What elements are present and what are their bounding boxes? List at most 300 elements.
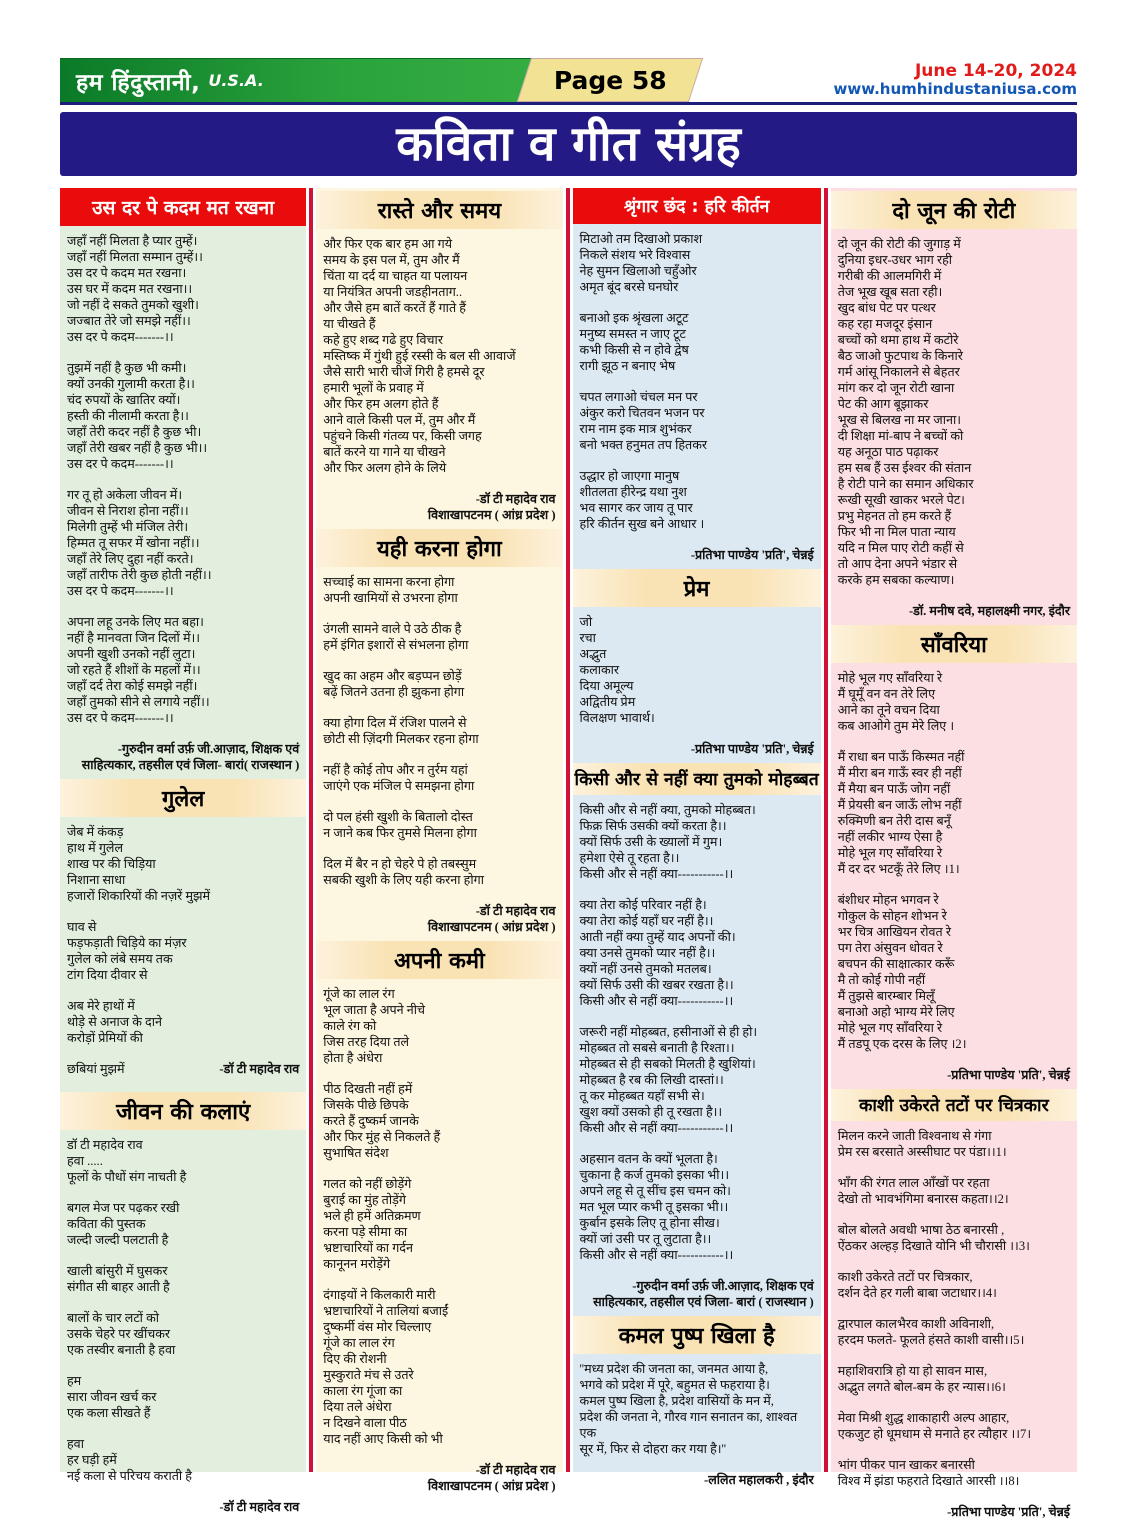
- poem-line: गूंजे का लाल रंग: [323, 1336, 395, 1350]
- author-credit: [838, 1067, 1070, 1083]
- stanza: [580, 802, 814, 882]
- poem-line: प्रेम रस बरसाते अस्सीघाट पर पंडा।।1।: [837, 1145, 1007, 1159]
- stanza: [67, 824, 299, 904]
- stanza: [323, 1081, 555, 1161]
- author-line: साहित्यकार, तहसील एवं जिला- बारां ( राजस्थान ): [593, 1295, 814, 1309]
- author-line: -गुरुदीन वर्मा उर्फ़ जी.आज़ाद, शिक्षक एवं: [632, 1279, 814, 1293]
- issue-date: June 14-20, 2024: [914, 60, 1077, 81]
- stanza: [580, 1361, 814, 1457]
- split-line: [67, 1061, 299, 1077]
- stanza: [323, 574, 555, 606]
- stanza: [580, 1151, 814, 1263]
- poem-line: भाँग की रंगत लाल आँखों पर रहता: [837, 1176, 990, 1190]
- page-number-label: Page 58: [553, 65, 667, 95]
- poem-line: आने का तूने वचन दिया: [837, 703, 940, 717]
- poem-line: मोहे भूल गए साँवरिया रे: [837, 846, 943, 860]
- author-credit: [580, 547, 814, 563]
- poem-line: मैं राधा बन पाऊँ किस्मत नहीं: [837, 750, 965, 764]
- poem-line: भगवे को प्रदेश में पूरे, बहुमत से फहराया है।: [579, 1378, 770, 1392]
- poem-line: कभी किसी से न होवे द्वेष: [579, 343, 689, 357]
- poem-line: गोकुल के सोहन शोभन रे: [837, 909, 947, 923]
- poem-line: जहाँ तारीफ तेरी कुछ होती नहीं।।: [67, 568, 212, 582]
- poem-line: कलाकार: [579, 663, 620, 677]
- poem-line: घाव से: [67, 920, 97, 934]
- poem-line: भव सागर कर जाय तू पार: [579, 501, 693, 515]
- poem-line: जहाँ तेरी खबर नहीं है कुछ भी।।: [67, 441, 208, 455]
- poem-line: हिम्मत तू सफर में खोना नहीं।।: [67, 536, 200, 550]
- poem-line: किसी और से नहीं क्या-----------।।: [579, 1121, 734, 1135]
- poem-line: या चीखते हैं: [323, 317, 376, 331]
- poem-line: दिए की रोशनी: [323, 1352, 387, 1366]
- poem-line: करोड़ों प्रेमियों की: [67, 1031, 143, 1045]
- stanza: [67, 1200, 299, 1248]
- poem-line: और फिर हम अलग होते हैं: [323, 397, 439, 411]
- poem-heading: यही करना होगा: [316, 529, 562, 567]
- poem-line: पीठ दिखती नहीं हमें: [323, 1082, 413, 1096]
- poem-line: मिटाओ तम दिखाओ प्रकाश: [579, 232, 703, 246]
- poem-line: बच्चों को थमा हाथ में कटोरे: [837, 333, 959, 347]
- poem-line: मैं तुझसे बारम्बार मिलूँ: [837, 989, 935, 1003]
- author-line: -प्रतिभा पाण्डेय 'प्रति', चेन्नई: [690, 548, 814, 562]
- poem-line: हमेशा ऐसे तू रहता है।।: [579, 851, 680, 865]
- stanza: [323, 715, 555, 747]
- poem-line: भले ही हमें अतिक्रमण: [323, 1209, 421, 1223]
- poem-line: नहीं लकीर भाग्य ऐसा है: [837, 830, 943, 844]
- poem-line: मोहे भूल गए साँवरिया रे: [837, 671, 943, 685]
- stanza: [323, 621, 555, 653]
- poem-line: उस दर पे कदम-------।।: [67, 330, 174, 344]
- stanza: [323, 856, 555, 888]
- poem-line: मनुष्य समस्त न जाए टूट: [579, 327, 686, 341]
- stanza: [67, 233, 299, 345]
- poem-line: बनाओ अहो भाग्य मेरे लिए: [837, 1005, 955, 1019]
- author-line: -डॉ टी महादेव राव: [475, 1463, 556, 1477]
- poem-line: भूख से बिलख ना मर जाना।: [837, 413, 962, 427]
- author-line: विशाखापटनम ( आंध्र प्रदेश ): [427, 1479, 556, 1493]
- author-credit: [838, 1504, 1070, 1520]
- poem-line: अद्वितीय प्रेम: [579, 695, 636, 709]
- poem-line: फिक्र सिर्फ उसकी क्यों करता है।।: [579, 819, 727, 833]
- stanza: [580, 468, 814, 532]
- poem-line: जीवन से निराश होना नहीं।।: [67, 504, 189, 518]
- poem-line: तो आप देना अपने भंडार से: [837, 557, 958, 571]
- poem-line: बोल बोलते अवधी भाषा ठेठ बनारसी ,: [837, 1223, 1005, 1237]
- author-line: -डॉ टी महादेव राव: [475, 904, 556, 918]
- poem-line: तू कर मोहब्बत यहाँ सभी से।: [579, 1089, 705, 1103]
- stanza: [838, 1363, 1070, 1395]
- author-line: -डॉ टी महादेव राव: [219, 1500, 300, 1514]
- poem-line: मैं मीरा बन गाऊँ स्वर ही नहीं: [837, 766, 962, 780]
- poem-line: हरि कीर्तन सुख बने आधार ।: [579, 517, 705, 531]
- column-separator: [824, 188, 828, 1472]
- poem-line: गुलेल को लंबे समय तक: [67, 952, 173, 966]
- poem-line: और फिर मुंह से निकलते हैं: [323, 1130, 441, 1144]
- column-2: [316, 188, 562, 1493]
- poem-line: ''मध्य प्रदेश की जनता का, जनमत आया है,: [579, 1362, 769, 1376]
- column-separator: [566, 188, 570, 1472]
- author-line: -डॉ. मनीष दवे, महालक्ष्मी नगर, इंदौर: [908, 604, 1070, 618]
- stanza: [838, 1222, 1070, 1254]
- poem-heading: प्रेम: [573, 569, 821, 607]
- stanza: [323, 809, 555, 841]
- stanza: [67, 614, 299, 726]
- poem-line: बगल मेज पर पढ़कर रखी: [67, 1201, 180, 1215]
- poem-line: मिलेगी तुम्हें भी मंजिल तेरी।: [67, 520, 189, 534]
- poem-line: क्यों सिर्फ उसी के ख्यालों में गुम।: [579, 835, 723, 849]
- stanza: [67, 360, 299, 472]
- stanza: [323, 986, 555, 1066]
- poem-line: उस दर पे कदम-------।।: [67, 711, 174, 725]
- poem-line: गूंजे का लाल रंग: [323, 987, 395, 1001]
- poem-line: जो रहते हैं शीशों के महलों में।।: [67, 663, 201, 677]
- poem-line: किसी और से नहीं क्या-----------।।: [579, 1248, 734, 1262]
- stanza: [323, 236, 555, 476]
- author-line: -डॉ टी महादेव राव: [475, 492, 556, 506]
- poem-line: तेज भूख खूब सता रही।: [837, 285, 943, 299]
- poem-line: बालों के चार लटों को: [67, 1311, 160, 1325]
- poem-line: खुश क्यों उसको ही तू रखता है।।: [579, 1105, 723, 1119]
- poem-line: न जाने कब फिर तुमसे मिलना होगा: [323, 826, 477, 840]
- poem-line: पहुंचने किसी गंतव्य पर, किसी जगह: [323, 429, 482, 443]
- poem-line: छोटी सी ज़िंदगी मिलकर रहना होगा: [323, 732, 479, 746]
- stanza: [838, 1128, 1070, 1160]
- stanza: [838, 1410, 1070, 1442]
- poem-line: कुर्बान इसके लिए तू होना सीख।: [579, 1216, 720, 1230]
- poem-line: बातें करने या गाने या चीखने: [323, 445, 446, 459]
- author-credit: [323, 1462, 555, 1494]
- poem-line: उद्धार हो जाएगा मानुष: [579, 469, 680, 483]
- poem-line: करना पड़े सीमा का: [323, 1225, 408, 1239]
- poem-line: मोहब्बत से ही सबको मिलती है खुशियां।: [579, 1057, 756, 1071]
- poem-line: जहाँ तुमको सीने से लगाये नहीं।।: [67, 695, 210, 709]
- poem-line: गर तू हो अकेला जीवन में।: [67, 488, 183, 502]
- poem-line: हाथ में गुलेल: [67, 841, 123, 855]
- poem-line: हजारों शिकारियों की नज़रें मुझमें: [67, 889, 211, 903]
- poem-line: मैं दर दर भटकूँ तेरे लिए ।1।: [837, 862, 960, 876]
- stanza: [323, 762, 555, 794]
- stanza: [838, 892, 1070, 1052]
- poem-line: किसी और से नहीं क्या-----------।।: [579, 867, 734, 881]
- poem-line: अहसान वतन के क्यों भूलता है।: [579, 1152, 718, 1166]
- poem-line: काले रंग को: [323, 1019, 377, 1033]
- poem-line: अंकुर करो चितवन भजन पर: [579, 406, 705, 420]
- poem-heading: उस दर पे कदम मत रखना: [60, 188, 306, 226]
- poem-line: मोहब्बत तो सबसे बनाती है रिश्ता।।: [579, 1041, 735, 1055]
- poem-line: खुद बांध पेट पर पत्थर: [837, 301, 936, 315]
- poem-line: रागी झूठ न बनाए भेष: [579, 359, 676, 373]
- poem-line: निशाना साधा: [67, 873, 126, 887]
- poem-line: महाशिवरात्रि हो या हो सावन मास,: [837, 1364, 988, 1378]
- poem-line: एक तस्वीर बनाती है हवा: [67, 1343, 176, 1357]
- poem-line: जैसे सारी भारी चीजें गिरी है हमसे दूर: [323, 365, 485, 379]
- poem-line: जो नहीं दे सकते तुमको खुशी।: [67, 298, 199, 312]
- stanza: [580, 310, 814, 374]
- poem-line: कमल पुष्प खिला है, प्रदेश वासियों के मन में,: [579, 1394, 774, 1408]
- poem-line: चपत लगाओ चंचल मन पर: [579, 390, 698, 404]
- stanza: [323, 1176, 555, 1272]
- poem-line: काशी उकेरते तटों पर चित्रकार,: [837, 1270, 973, 1284]
- poem-line: बढ़ें जितने उतना ही झुकना होगा: [323, 685, 465, 699]
- stanza: [838, 670, 1070, 734]
- stanza: [67, 998, 299, 1046]
- stanza: [67, 919, 299, 983]
- poem-line: कह रहा मजदूर इंसान: [837, 317, 933, 331]
- poem-line: गर्म आंसू निकालने से बेहतर: [837, 365, 960, 379]
- poem-line: क्या होगा दिल में रंजिश पालने से: [323, 716, 467, 730]
- poem-line: और जैसे हम बातें करतें हैं गाते हैं: [323, 301, 466, 315]
- poem-line: अपना लहू उनके लिए मत बहा।: [67, 615, 204, 629]
- column-1: [60, 188, 306, 1514]
- poem-line: होता है अंधेरा: [323, 1051, 383, 1065]
- stanza: [838, 1457, 1070, 1489]
- poem-line: दुष्कर्मी वंस मोर चिल्लाए: [323, 1320, 432, 1334]
- poem-line: नेह सुमन खिलाओ चहुँओर: [579, 264, 697, 278]
- poem-line: हमें इंगित इशारों से संभलना होगा: [323, 638, 469, 652]
- stanza: [67, 1263, 299, 1295]
- stanza: [838, 1175, 1070, 1207]
- poem-line: गरीबी की आलमगिरी में: [837, 269, 942, 283]
- poem-line: सुभाषित संदेश: [323, 1146, 389, 1160]
- poem-line: कानूनन मरोड़ेंगे: [323, 1257, 391, 1271]
- poem-heading: गुलेल: [60, 779, 306, 817]
- poem-line: नहीं है मानवता जिन दिलों में।।: [67, 631, 201, 645]
- author-line: साहित्यकार, तहसील एवं जिला- बारां( राजस्थान ): [81, 758, 300, 772]
- poem-line: हमारी भूलों के प्रवाह में: [323, 381, 424, 395]
- poem-line: हम सब हैं उस ईश्वर की संतान: [837, 461, 972, 475]
- poem-line: राम नाम इक मात्र शुभंकर: [579, 422, 692, 436]
- poem-line: बनाओ इक श्रृंखला अटूट: [579, 311, 689, 325]
- poem-line: करते हैं दुष्कर्म जानके: [323, 1114, 419, 1128]
- poem-line: कब आओगे तुम मेरे लिए ।: [837, 719, 955, 733]
- poem-line: उसके चेहरे पर खींचकर: [67, 1327, 171, 1341]
- poem-line: संगीत सी बाहर आती है: [67, 1280, 170, 1294]
- poem-line: किसी और से नहीं क्या, तुमको मोहब्बत।: [579, 803, 756, 817]
- poem-line: हस्ती की नीलामी करता है।।: [67, 409, 189, 423]
- poem-line: बचपन की साक्षात्कार करूँ: [837, 957, 955, 971]
- author-line: -प्रतिभा पाण्डेय 'प्रति', चेन्नई: [690, 742, 814, 756]
- stanza: [67, 1137, 299, 1185]
- poem-line: दो जून की रोटी की जुगाड़ में: [837, 237, 961, 251]
- author-credit: [67, 1499, 299, 1515]
- poem-line: एकजुट हो धूमधाम से मनाते हर त्यौहार ।।7।: [837, 1427, 1032, 1441]
- poem-line: क्या उनसे तुमको प्यार नहीं है।।: [579, 946, 716, 960]
- masthead: [60, 58, 532, 102]
- poem-line: सच्चाई का सामना करना होगा: [323, 575, 455, 589]
- stanza: [67, 1310, 299, 1358]
- poem-line: तुझमें नहीं है कुछ भी कमी।: [67, 361, 187, 375]
- stanza: [580, 614, 814, 726]
- stanza: [323, 668, 555, 700]
- poem-line: बुराई का मुंह तोड़ेंगे: [323, 1193, 406, 1207]
- poem-line: मस्तिष्क में गुंथी हुई रस्सी के बल सी आवाजें: [323, 349, 516, 363]
- poem-line: उस घर में कदम मत रखना।।: [67, 282, 193, 296]
- poem-heading: साँवरिया: [831, 625, 1077, 663]
- poem-line: पग तेरा अंसुवन धोवत रे: [837, 941, 943, 955]
- poem-line: फिर भी ना मिल पाता न्याय: [837, 525, 956, 539]
- poem-heading: श्रृंगार छंद : हरि कीर्तन: [573, 188, 821, 224]
- poem-line: बंशीधर मोहन भगवन रे: [837, 893, 939, 907]
- poem-line: सूर में, फिर से दोहरा कर गया है।'': [579, 1442, 727, 1456]
- poem-line: चुकाना है कर्ज तुमको इसका भी।।: [579, 1168, 730, 1182]
- poem-heading: दो जून की रोटी: [831, 191, 1077, 229]
- poem-heading: कमल पुष्प खिला है: [573, 1316, 821, 1354]
- poem-line: उस दर पे कदम मत रखना।: [67, 266, 187, 280]
- section-title-banner: कविता व गीत संग्रह: [60, 112, 1077, 176]
- poem-line: अपनी खुशी उनको नहीं लुटा।: [67, 647, 196, 661]
- poem-heading: किसी और से नहीं क्या तुमको मोहब्बत: [573, 763, 821, 795]
- stanza: [67, 1436, 299, 1484]
- poem-line: कहे हुए शब्द गढे हुए विचार: [323, 333, 443, 347]
- poem-line: प्रदेश की जनता ने, गौरव गान सनातन का, शाश्वत एक: [579, 1410, 798, 1440]
- poem-line: दिया अमूल्य: [579, 679, 634, 693]
- poem-line: चंद रुपयों के खातिर क्यों।: [67, 393, 181, 407]
- poem-line: आने वाले किसी पल में, तुम और मैं: [323, 413, 476, 427]
- stanza: [580, 231, 814, 295]
- author-line: -डॉ टी महादेव राव: [219, 1062, 300, 1076]
- poem-line: शीतलता हीरेन्द्र यथा नुश: [579, 485, 687, 499]
- poem-line: मैं तडपू एक दरस के लिए ।2।: [837, 1037, 967, 1051]
- poem-line: अमृत बूंद बरसे घनघोर: [579, 280, 679, 294]
- poem-line: एक कला सीखते हैं: [67, 1406, 151, 1420]
- masthead-edition: U.S.A.: [208, 71, 264, 90]
- poem-line: थोड़े से अनाज के दाने: [67, 1015, 162, 1029]
- column-4: [831, 188, 1077, 1519]
- poem-line: यदि न मिल पाए रोटी कहीं से: [837, 541, 964, 555]
- column-3: [573, 188, 821, 1487]
- poem-line: अपनी खामियों से उभरना होगा: [323, 591, 458, 605]
- poem-line: मोहे भूल गए साँवरिया रे: [837, 1021, 943, 1035]
- poem-line: अद्भुत लगते बोल-बम के हर न्यास।।6।: [837, 1380, 1006, 1394]
- poem-line: मिलन करने जाती विश्वनाथ से गंगा: [837, 1129, 992, 1143]
- poem-line: विलक्षण भावार्थ।: [579, 711, 655, 725]
- author-credit: [67, 741, 299, 773]
- poem-line: जरूरी नहीं मोहब्बत, हसीनाओं से ही हो।: [579, 1025, 758, 1039]
- stanza: [838, 749, 1070, 877]
- poem-line: डॉ टी महादेव राव: [67, 1138, 143, 1152]
- poem-line: क्या तेरा कोई परिवार नहीं है।: [579, 898, 707, 912]
- poem-line: किसी और से नहीं क्या-----------।।: [579, 994, 734, 1008]
- poem-line: दी शिक्षा मां-बाप ने बच्चों को: [837, 429, 964, 443]
- poem-line: गलत को नहीं छोड़ेंगे: [323, 1177, 412, 1191]
- author-credit: [323, 903, 555, 935]
- poem-line: क्यों नहीं उनसे तुमको मतलब।: [579, 962, 712, 976]
- poem-line: नहीं है कोई तोप और न तुर्रम यहां: [323, 763, 468, 777]
- poem-line: छबियां मुझमें: [67, 1062, 125, 1076]
- poem-line: निकले संशय भरे विश्वास: [579, 248, 691, 262]
- poem-line: मुस्कुराते मंच से उतरे: [323, 1368, 414, 1382]
- poem-line: खुद का अहम और बड़प्पन छोड़ें: [323, 669, 462, 683]
- poem-line: मैं घूमूँ वन वन तेरे लिए: [837, 687, 936, 701]
- poem-line: जेब में कंकड़: [67, 825, 124, 839]
- issue-info: [833, 58, 1077, 102]
- poem-line: पेट की आग बूझाकर: [837, 397, 929, 411]
- poem-line: काला रंग गूंजा का: [323, 1384, 403, 1398]
- poem-line: और फिर एक बार हम आ गये: [323, 237, 453, 251]
- poem-line: मैं मैया बन पाऊँ जोग नहीं: [837, 782, 951, 796]
- poem-line: रुक्मिणी बन तेरी दास बनूँ: [837, 814, 951, 828]
- poem-line: क्या तेरा कोई यहाँ घर नहीं है।।: [579, 914, 714, 928]
- author-credit: [838, 603, 1070, 619]
- stanza: [838, 1316, 1070, 1348]
- page-number-badge: [517, 58, 703, 102]
- poem-line: भर चित्र आखियन रोवत रे: [837, 925, 952, 939]
- poem-heading: काशी उकेरते तटों पर चित्रकार: [831, 1089, 1077, 1121]
- poem-line: प्रभु मेहनत तो हम करते हैं: [837, 509, 952, 523]
- poem-line: या नियंत्रित अपनी जडहीनताग..: [323, 285, 463, 299]
- poem-line: उंगली सामने वाले पे उठे ठीक है: [323, 622, 462, 636]
- poem-line: भूल जाता है अपने नीचे: [323, 1003, 425, 1017]
- author-line: -प्रतिभा पाण्डेय 'प्रति', चेन्नई: [947, 1068, 1070, 1082]
- author-line: -प्रतिभा पाण्डेय 'प्रति', चेन्नई: [947, 1505, 1070, 1519]
- stanza: [580, 389, 814, 453]
- poem-line: जहाँ दर्द तेरा कोई समझे नहीं।: [67, 679, 198, 693]
- poem-line: रूखी सूखी खाकर भरले पेट।: [837, 493, 965, 507]
- poem-line: द्वारपाल कालभैरव काशी अविनाशी,: [837, 1317, 995, 1331]
- poem-columns: [60, 188, 1077, 1519]
- author-line: -गुरुदीन वर्मा उर्फ़ जी.आज़ाद, शिक्षक एवं: [117, 742, 300, 756]
- poem-line: दुनिया इधर-उधर भाग रही: [837, 253, 953, 267]
- stanza: [838, 236, 1070, 588]
- poem-line: जहाँ नहीं मिलता है प्यार तुम्हें।: [67, 234, 198, 248]
- website-url: www.humhindustaniusa.com: [833, 80, 1077, 99]
- poem-heading: रास्ते और समय: [316, 191, 562, 229]
- stanza: [580, 897, 814, 1009]
- poem-line: विश्व में झंडा फहराते दिखाते आरसी ।।8।: [837, 1474, 1020, 1488]
- poem-line: कविता की पुस्तक: [67, 1217, 146, 1231]
- poem-line: हवा: [67, 1437, 84, 1451]
- poem-line: उस दर पे कदम-------।।: [67, 457, 174, 471]
- poem-line: क्यों उनकी गुलामी करता है।।: [67, 377, 195, 391]
- poem-line: फूलों के पौधों संग नाचती है: [67, 1170, 187, 1184]
- poem-line: मैं प्रेयसी बन जाऊँ लोभ नहीं: [837, 798, 962, 812]
- poem-line: जज्बात तेरे जो समझे नहीं।।: [67, 314, 191, 328]
- poem-line: देखो तो भावभंगिमा बनारस कहता।।2।: [837, 1192, 1009, 1206]
- poem-line: न दिखने वाला पीठ: [323, 1416, 407, 1430]
- poem-line: अब मेरे हाथों में: [67, 999, 135, 1013]
- author-line: विशाखापटनम ( आंध्र प्रदेश ): [427, 920, 556, 934]
- poem-line: दर्शन देते हर गली बाबा जटाधार।।4।: [837, 1286, 997, 1300]
- poem-line: है रोटी पाने का समान अधिकार: [837, 477, 974, 491]
- poem-line: चिंता या दर्द या चाहत या पलायन: [323, 269, 468, 283]
- poem-line: फड़फड़ाती चिड़िये का मंज़र: [67, 936, 187, 950]
- author-line: -ललित महालकरी , इंदौर: [704, 1473, 814, 1487]
- poem-line: जिस तरह दिया तले: [323, 1035, 410, 1049]
- poem-line: भांग पीकर पान खाकर बनारसी: [837, 1458, 975, 1472]
- masthead-row: [60, 58, 1077, 105]
- author-line: विशाखापटनम ( आंध्र प्रदेश ): [427, 508, 556, 522]
- poem-line: दिया तले अंधेरा: [323, 1400, 392, 1414]
- author-credit: [580, 1472, 814, 1488]
- poem-line: अपने लहू से तू सींच इस चमन को।: [579, 1184, 731, 1198]
- poem-line: मांग कर दो जून रोटी खाना: [837, 381, 955, 395]
- poem-line: अद्भुत: [579, 647, 607, 661]
- column-separator: [309, 188, 313, 1472]
- poem-line: समय के इस पल में, तुम और मैं: [323, 253, 460, 267]
- stanza: [67, 487, 299, 599]
- poem-line: नई कला से परिचय कराती है: [67, 1469, 192, 1483]
- poem-line: हरदम फलते- फूलते हंसते काशी वासी।।5।: [837, 1333, 1025, 1347]
- stanza: [323, 1287, 555, 1447]
- poem-line: हम: [67, 1374, 82, 1388]
- poem-line: जहाँ नहीं मिलता सम्मान तुम्हें।।: [67, 250, 203, 264]
- poem-line: मेवा मिश्री शुद्ध शाकाहारी अल्प आहार,: [837, 1411, 1010, 1425]
- poem-line: करके हम सबका कल्याण।: [837, 573, 955, 587]
- poem-line: यह अनूठा पाठ पढ़ाकर: [837, 445, 939, 459]
- author-credit: [323, 491, 555, 523]
- poem-line: ऐंठकर अल्हड़ दिखाते योनि भी चौरासी ।।3।: [837, 1239, 1030, 1253]
- author-credit: [580, 1278, 814, 1310]
- poem-heading: जीवन की कलाएं: [60, 1092, 306, 1130]
